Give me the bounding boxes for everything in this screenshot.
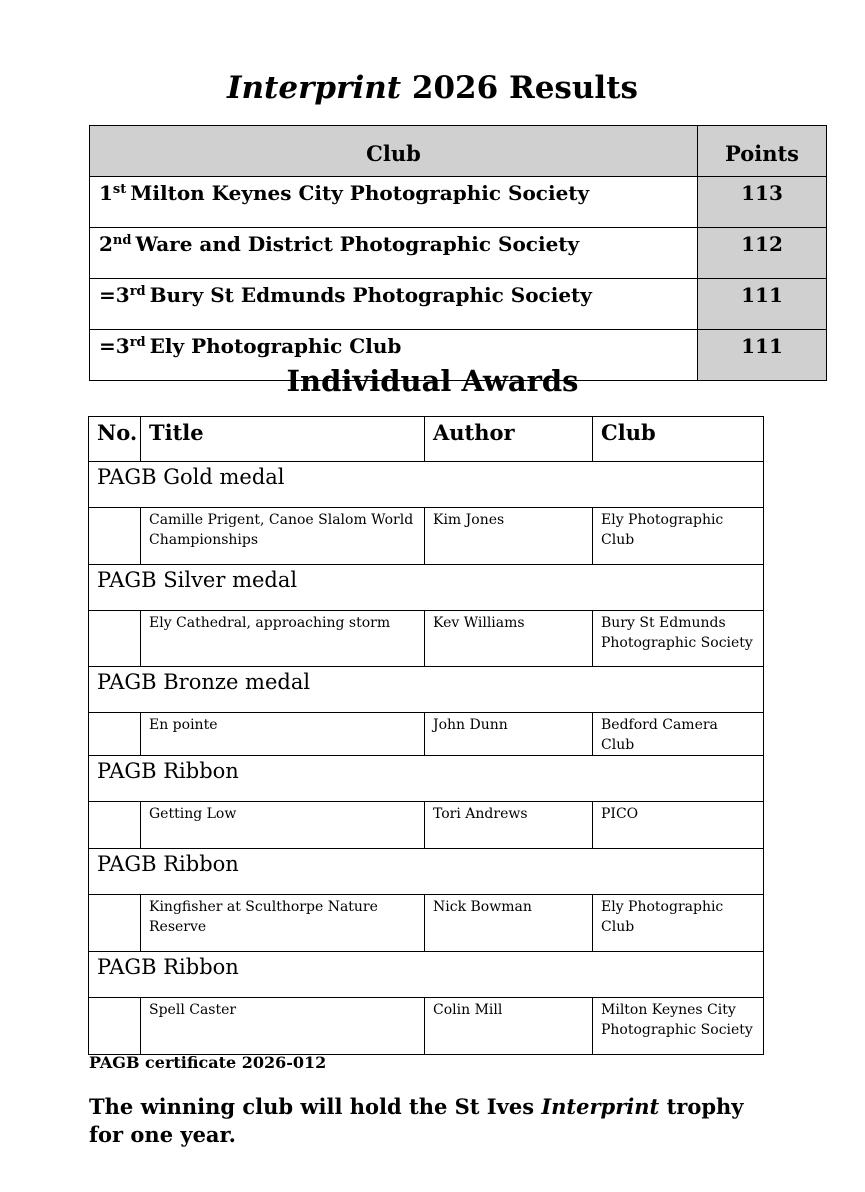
certificate-footnote: PAGB certificate 2026-012 xyxy=(89,1053,327,1072)
results-row xyxy=(90,177,827,228)
award-entry-row xyxy=(89,611,764,667)
award-author: Kev Williams xyxy=(425,611,593,667)
award-category-row xyxy=(89,849,764,895)
award-club: Ely Photographic Club xyxy=(593,508,764,565)
results-points-cell: 111 xyxy=(698,279,827,330)
award-title: Camille Prigent, Canoe Slalom World Championships xyxy=(141,508,425,565)
award-category: PAGB Ribbon xyxy=(89,849,764,895)
award-club: Bedford Camera Club xyxy=(593,713,764,756)
individual-awards-heading: Individual Awards xyxy=(286,364,579,398)
rank: 2 xyxy=(99,232,113,256)
results-club-cell xyxy=(90,177,698,228)
award-author: Tori Andrews xyxy=(425,802,593,849)
award-title: En pointe xyxy=(141,713,425,756)
award-no xyxy=(89,508,141,565)
award-author: Kim Jones xyxy=(425,508,593,565)
awards-header-title: Title xyxy=(141,417,425,462)
results-row xyxy=(90,228,827,279)
results-points-cell: 112 xyxy=(698,228,827,279)
award-title: Kingfisher at Sculthorpe Nature Reserve xyxy=(141,895,425,952)
award-club: Milton Keynes City Photographic Society xyxy=(593,998,764,1055)
rank: =3 xyxy=(99,283,130,307)
award-category-row xyxy=(89,756,764,802)
results-club-cell xyxy=(90,279,698,330)
award-title: Getting Low xyxy=(141,802,425,849)
club-name: Ware and District Photographic Society xyxy=(135,232,580,256)
award-author: Nick Bowman xyxy=(425,895,593,952)
results-row xyxy=(90,279,827,330)
awards-table xyxy=(88,416,764,1055)
award-no xyxy=(89,895,141,952)
award-club: Ely Photographic Club xyxy=(593,895,764,952)
award-no xyxy=(89,802,141,849)
award-category-row xyxy=(89,565,764,611)
title-rest: 2026 Results xyxy=(401,70,638,106)
award-entry-row xyxy=(89,508,764,565)
award-category: PAGB Ribbon xyxy=(89,756,764,802)
rank-suffix: rd xyxy=(129,284,146,299)
award-no xyxy=(89,713,141,756)
award-category-row xyxy=(89,667,764,713)
award-entry-row xyxy=(89,998,764,1055)
rank-suffix: nd xyxy=(112,233,132,248)
page-title xyxy=(0,68,865,108)
award-no xyxy=(89,611,141,667)
award-club: Bury St Edmunds Photographic Society xyxy=(593,611,764,667)
award-title: Spell Caster xyxy=(141,998,425,1055)
closing-statement xyxy=(89,1093,769,1149)
club-name: Ely Photographic Club xyxy=(149,334,402,358)
results-club-cell xyxy=(90,228,698,279)
award-category: PAGB Silver medal xyxy=(89,565,764,611)
closing-before: The winning club will hold the St Ives xyxy=(89,1094,542,1119)
award-title: Ely Cathedral, approaching storm xyxy=(141,611,425,667)
rank: 1 xyxy=(99,181,113,205)
awards-header-author: Author xyxy=(425,417,593,462)
title-italic: Interprint xyxy=(227,70,402,106)
award-author: Colin Mill xyxy=(425,998,593,1055)
award-club: PICO xyxy=(593,802,764,849)
award-author: John Dunn xyxy=(425,713,593,756)
club-name: Milton Keynes City Photographic Society xyxy=(130,181,590,205)
award-category-row xyxy=(89,462,764,508)
award-entry-row xyxy=(89,713,764,756)
award-category: PAGB Bronze medal xyxy=(89,667,764,713)
results-points-cell: 113 xyxy=(698,177,827,228)
award-category: PAGB Gold medal xyxy=(89,462,764,508)
award-category: PAGB Ribbon xyxy=(89,952,764,998)
award-no xyxy=(89,998,141,1055)
awards-header-club: Club xyxy=(593,417,764,462)
results-header-points: Points xyxy=(698,126,827,177)
rank-suffix: rd xyxy=(129,335,146,350)
award-entry-row xyxy=(89,802,764,849)
closing-italic: Interprint xyxy=(541,1094,660,1119)
results-header-row xyxy=(90,126,827,177)
rank-suffix: st xyxy=(112,182,127,197)
club-name: Bury St Edmunds Photographic Society xyxy=(149,283,592,307)
closing-after: trophy for one year. xyxy=(89,1094,744,1147)
results-header-club: Club xyxy=(90,126,698,177)
awards-header-row xyxy=(89,417,764,462)
results-points-cell: 111 xyxy=(698,330,827,381)
award-category-row xyxy=(89,952,764,998)
award-entry-row xyxy=(89,895,764,952)
rank: =3 xyxy=(99,334,130,358)
awards-header-no: No. xyxy=(89,417,141,462)
results-table xyxy=(89,125,827,381)
